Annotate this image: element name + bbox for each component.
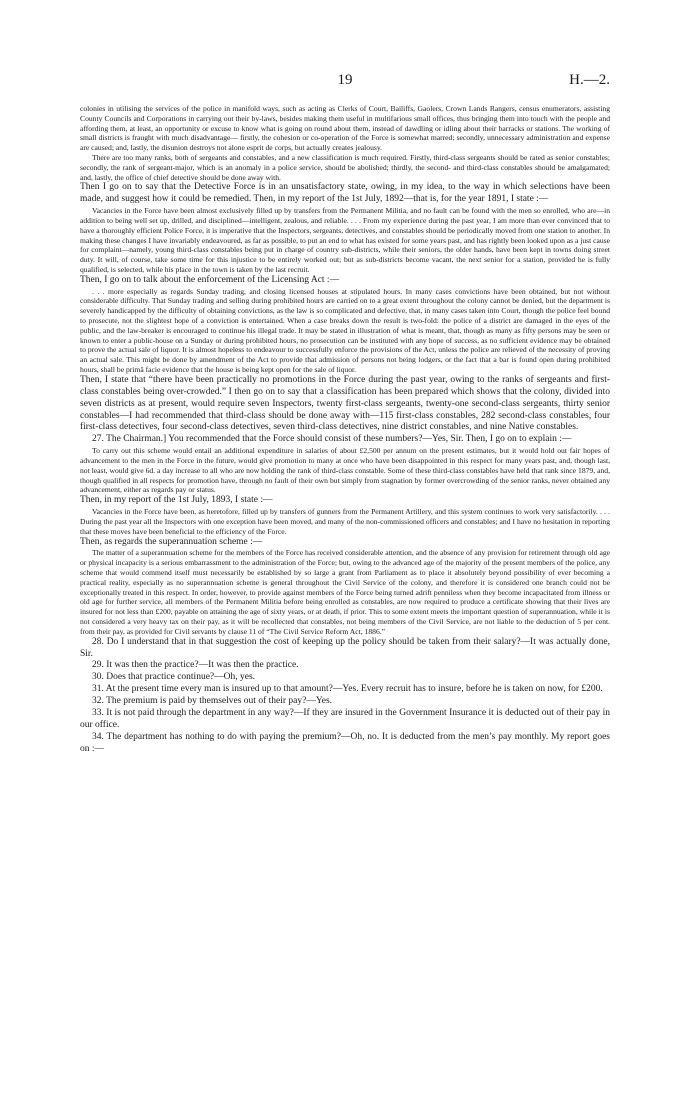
testimony-paragraph: Then, I state that “there have been practically no promotions in the Force during the past year, owing to the ranks of sergeants and first-class constables being over-crowded.” I then go on to say that a classification has been prepared which shows that the colony, divided into seven districts as at present, would require seven Inspectors, twenty first-class sergeants, twenty-one second-class sergeants, thirty senior constables—I had recommended that third-class should be done away with—115 first-class constables, 282 second-class constables, four first-class detectives, four second-class detectives, seven third-class detectives, nine district constables, and nine Native constables. <box>80 374 610 433</box>
body-text <box>80 104 610 756</box>
testimony-paragraph: 34. The department has nothing to do with paying the premium?—Oh, no. It is deducted from the men’s pay monthly. My report goes on :— <box>80 731 610 754</box>
quoted-report-paragraph: There are too many ranks, both of sergeants and constables, and a new classification is much required. Firstly, third-class sergeants should be rated as senior constables; secondly, the rank of sergeant-major, which is an anomaly in a police service, should be abolished; thirdly, the second- and third-class constables should be amalgamated; and, lastly, the office of chief detective should be done away with. <box>80 152 610 182</box>
testimony-paragraph: 28. Do I understand that in that suggestion the cost of keeping up the policy should be taken from their salary?—It was actually done, Sir. <box>80 636 610 659</box>
testimony-paragraph: Then, in my report of the 1st July, 1893, I state :— <box>80 495 273 506</box>
quoted-report-paragraph: . . . more especially as regards Sunday trading, and closing licensed houses at stipulated hours. In many cases convictions have been obtained, but not without considerable difficulty. That Sunday trading and selling during prohibited hours are carried on to a great extent throughout the colony cannot be denied, but the department is severely handicapped by the difficulty of obtaining convictions, as the law is so complicated and defective, that, in many cases taken into Court, though the police feel bound to prosecute, not the slightest hope of a conviction is entertained. When a case breaks down the result is two-fold: the police of a district are damaged in the eyes of the public, and the law-breaker is encouraged to continue his illegal trade. It may be stated in illustration of what is meant, that, though as many as fifty persons may be seen or known to enter a public-house on a Sunday or during prohibited hours, no prosecution can be instituted with any hope of success, as no sufficient evidence may be obtained to prove the actual sale of liquor. It is almost hopeless to endeavour to successfully enforce the provisions of the Act, unless the police are relieved of the necessity of proving an actual sale. This might be done by amendment of the Act to provide that admission of persons not being lodgers, or the fact that a bar is found open during prohibited hours, shall be primâ facie evidence that the house is being kept open for the sale of liquor. <box>80 286 610 375</box>
testimony-paragraph: 32. The premium is paid by themselves out of their pay?—Yes. <box>92 696 333 707</box>
testimony-paragraph: 27. The Chairman.] You recommended that the Force should consist of these numbers?—Yes, Sir. Then, I go on to explain :— <box>92 434 572 445</box>
page-header <box>80 72 610 94</box>
testimony-paragraph: 30. Does that practice continue?—Oh, yes. <box>92 672 256 683</box>
testimony-paragraph: Then I go on to say that the Detective Force is in an unsatisfactory state, owing, in my idea, to the way in which selections have been made, and suggest how it could be remedied. Then, in my report of the 1st July, 1892—that is, for the year 1891, I state :— <box>80 182 610 205</box>
quoted-report-paragraph: Vacancies in the Force have been almost exclusively filled up by transfers from the Permanent Militia, and no fault can be found with the men so enrolled, who are—in addition to being well set up, drilled, and disciplined—intelligent, zealous, and reliable. . . . From my experience during the past year, I am more than ever convinced that to have a thoroughly efficient Police Force, it is imperative that the Inspectors, sergeants, detectives, and constables should be periodically moved from one station to another. In making these changes I have invariably endeavoured, as far as possible, to put an end to what has existed for some years past, and has rightly been looked upon as a just cause for complaint—namely, young third-class constables being put in charge of country sub-districts, while their seniors, the older hands, have been kept in towns doing street duty. It will, of course, take some time for this injustice to be entirely worked out; but as sub-districts become vacant, the next senior for a station, provided he is fully qualified, is selected, while his place in the town is taken by the last recruit. <box>80 206 610 274</box>
testimony-paragraph: 31. At the present time every man is insured up to that amount?—Yes. Every recruit has to insure, before he is taken on now, for £200. <box>92 684 603 695</box>
page-number: 19 <box>337 72 353 88</box>
quoted-report-paragraph: Vacancies in the Force have been, as heretofore, filled up by transfers of gunners from the Permanent Artillery, and this system continues to work very satisfactorily. . . . During the past year all the Inspectors with one exception have been moved, and many of the non-commissioned officers and constables; and I have no hesitation in reporting that these moves have been beneficial to the efficiency of the Force. <box>80 507 610 536</box>
quoted-report-paragraph: To carry out this scheme would entail an additional expenditure in salaries of about £2,500 per annum on the present estimates, but it would hold out fair hopes of advancement to the men in the Force in the future, would give promotion to many at once who have been disappointed in this respect for many years past, and, though last, not least, would give 6d. a day increase to all who are now holding the rank of third-class constable. Some of these third-class constables have held that rank since 1879, and, though qualified in all respects for promotion have, through no fault of their own but simply from stagnation by former overcrowding of the senior ranks, never obtained any advancement, either as regards pay or status. <box>80 446 610 495</box>
testimony-paragraph: 33. It is not paid through the department in any way?—If they are insured in the Government Insurance it is deducted out of their pay in our office. <box>80 708 610 730</box>
document-page <box>80 72 610 756</box>
testimony-paragraph: Then, as regards the superannuation scheme :— <box>80 536 263 547</box>
document-reference: H.—2. <box>569 72 610 88</box>
testimony-paragraph: Then, I go on to talk about the enforcement of the Licensing Act :— <box>80 274 340 285</box>
testimony-paragraph: 29. It was then the practice?—It was then the practice. <box>92 660 299 671</box>
quoted-report-paragraph: The matter of a superannuation scheme for the members of the Force has received considerable attention, and the absence of any provision for retirement through old age or physical incapacity is a serious embarrassment to the administration of the Force; but, owing to the advanced age of the majority of the present members of the police, any scheme that would commend itself must necessarily be established by so large a grant from Parliament as to place it absolutely beyond possibility of ever becoming a practical reality, especially as no superannuation scheme is general throughout the Civil Service of the colony, and therefore it is considered one branch could not be exceptionally treated in this respect. In order, however, to provide against members of the Force being turned adrift penniless when they become incapacitated from illness or old age for further service, all members of the Permanent Militia before being enrolled as constables, are now required to produce a certificate showing that their lives are insured for not less than £200, payable on attaining the age of sixty years, or at death, if prior. This to some extent meets the important question of superannuation, while it is not considered a very heavy tax on their pay, as it will be recollected that constables, not being members of the Civil Service, are not liable to the deduction of 5 per cent. from their pay, as provided for Civil servants by clause 11 of “The Civil Service Reform Act, 1886.” <box>80 548 610 636</box>
quoted-report-paragraph: colonies in utilising the services of the police in manifold ways, such as acting as Clerks of Court, Bailiffs, Gaolers, Crown Lands Rangers, census enumerators, assisting County Councils and Corporations in carrying out their by-laws, besides making them useful in multifarious small offices, thus bringing them into touch with the people and affording them, at least, an opportunity or excuse to know what is going on round about them, instead of dawdling or idling about their barracks or stations. The working of small districts is fraught with much disadvantage— firstly, the cohesion or co-operation of the Force is somewhat marred; secondly, unnecessary administration and expense are caused; and, lastly, the disunion destroys not alone esprit de corps, but actually creates jealousy. <box>80 104 610 153</box>
